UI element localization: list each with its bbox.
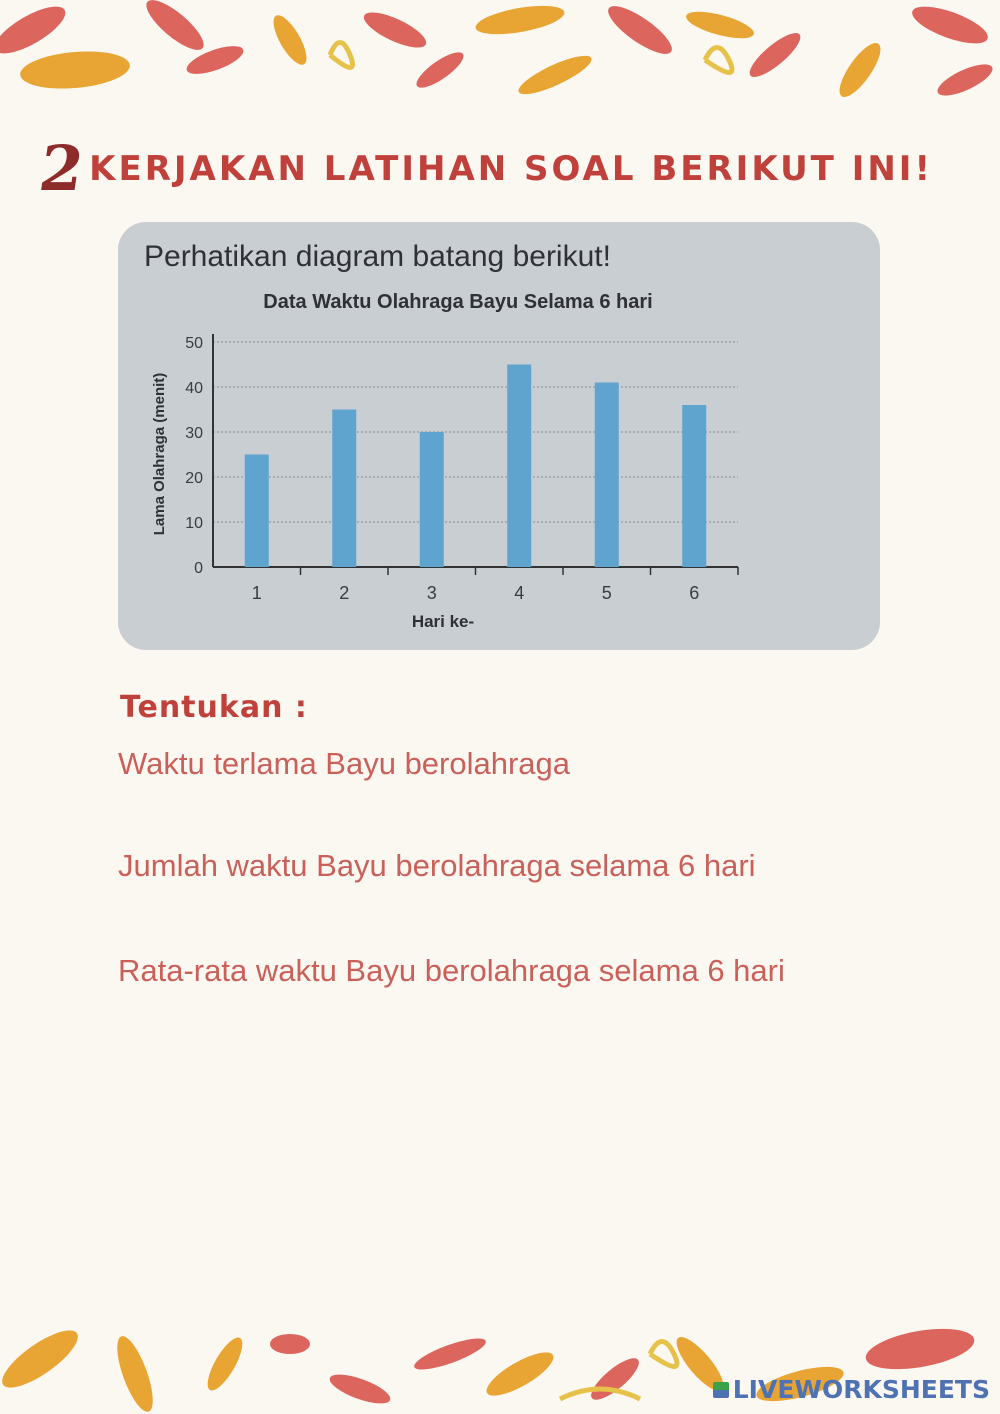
y-tick-label: 40 (185, 380, 203, 397)
x-tick-label: 4 (514, 583, 525, 603)
leaf-border-top (0, 0, 1000, 110)
y-tick-label: 30 (185, 425, 203, 442)
x-tick-label: 3 (426, 583, 437, 603)
tentukan-label: Tentukan : (120, 690, 308, 725)
bar (507, 365, 531, 568)
chart-photo (118, 222, 880, 650)
bar (682, 405, 706, 567)
liveworksheets-brand (713, 1375, 990, 1404)
y-tick-label: 0 (194, 560, 203, 577)
x-tick-label: 6 (689, 583, 700, 603)
question-3: Rata-rata waktu Bayu berolahraga selama 6 hari (118, 953, 785, 988)
bar-chart (118, 222, 880, 650)
x-tick-label: 1 (251, 583, 262, 603)
question-1: Waktu terlama Bayu berolahraga (118, 746, 571, 781)
chart-intro: Perhatikan diagram batang berikut! (144, 240, 611, 273)
y-tick-label: 20 (185, 470, 203, 487)
heading-text: KERJAKAN LATIHAN SOAL BERIKUT INI! (89, 149, 933, 189)
heading-number: 2 (34, 132, 89, 205)
bar (595, 383, 619, 568)
chart-ylabel: Lama Olahraga (menit) (151, 372, 168, 536)
x-tick-label: 2 (339, 583, 350, 603)
brand-text: LIVEWORKSHEETS (732, 1375, 990, 1404)
bar (332, 410, 356, 568)
y-tick-label: 50 (185, 335, 203, 352)
section-heading (34, 132, 933, 205)
bar (420, 432, 444, 567)
question-2: Jumlah waktu Bayu berolahraga selama 6 hari (118, 848, 756, 883)
x-tick-label: 5 (601, 583, 612, 603)
liveworksheets-logo-icon (713, 1382, 729, 1398)
chart-xlabel: Hari ke- (411, 612, 475, 631)
y-tick-label: 10 (185, 515, 203, 532)
chart-title: Data Waktu Olahraga Bayu Selama 6 hari (263, 291, 653, 313)
bar (245, 455, 269, 568)
